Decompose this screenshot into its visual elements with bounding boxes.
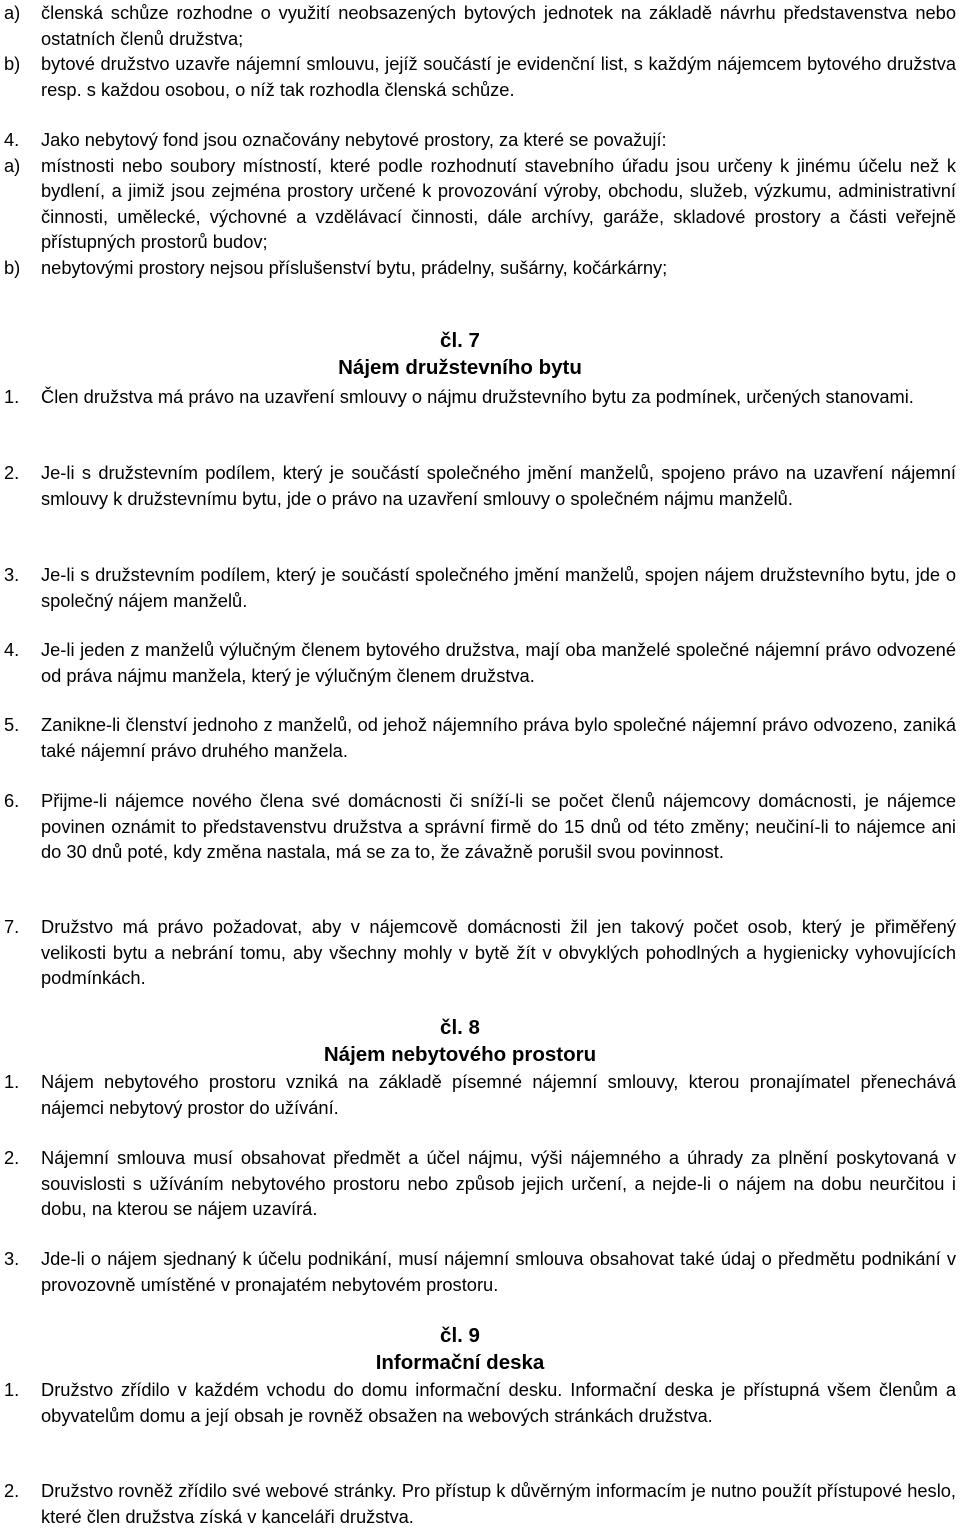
item-text: bytové družstvo uzavře nájemní smlouvu, jejíž součástí je evidenční list, s každým nájemcem bytového družstva resp. s každou osobou, o níž tak rozhodla členská schůze. bbox=[41, 53, 956, 100]
list-item bbox=[4, 1069, 956, 1120]
intro-list bbox=[4, 0, 956, 102]
article-7-item-5 bbox=[4, 712, 956, 763]
list-item bbox=[4, 1377, 956, 1428]
item-number: 2. bbox=[4, 1147, 20, 1168]
item-label: b) bbox=[4, 53, 21, 75]
list-item bbox=[4, 788, 956, 865]
item-number: 7. bbox=[4, 916, 20, 937]
item-text: členská schůze rozhodne o využití neobsazených bytových jednotek na základě návrhu představenstva nebo ostatních členů družstva; bbox=[41, 2, 956, 49]
item-number: 2. bbox=[4, 1480, 20, 1501]
paragraph-4 bbox=[4, 127, 956, 281]
list-item bbox=[4, 914, 956, 991]
item-text: Družstvo zřídilo v každém vchodu do domu informační desku. Informační deska je přístupná všem členům a obyvatelům domu a její obsah je rovněž obsažen na webových stránkách družstva. bbox=[41, 1379, 956, 1426]
list-item bbox=[4, 127, 956, 153]
article-7-item-4 bbox=[4, 637, 956, 688]
item-number: 2. bbox=[4, 462, 20, 483]
article-9-title: Informační deska bbox=[375, 1351, 545, 1374]
article-9-item-1 bbox=[4, 1377, 956, 1428]
item-text: místnosti nebo soubory místností, které podle rozhodnutí stavebního úřadu jsou určeny k jinému účelu než k bydlení, a jimiž jsou zejména prostory určené k provozování výroby, obchodu, služeb, výzkumu, administrativní činnosti, umělecké, výchovné a vzdělávací činnosti, dále archívy, garáže, skladové prostory a části veřejně přístupných prostorů budov; bbox=[41, 154, 956, 253]
article-9-number: čl. 9 bbox=[440, 1324, 480, 1347]
item-text: Člen družstva má právo na uzavření smlouvy o nájmu družstevního bytu za podmínek, určených stanovami. bbox=[41, 386, 914, 407]
article-7-title: Nájem družstevního bytu bbox=[338, 356, 582, 379]
list-item bbox=[4, 384, 956, 410]
article-9-item-2 bbox=[4, 1478, 956, 1529]
article-7-item-6 bbox=[4, 788, 956, 865]
item-number: 1. bbox=[4, 1379, 20, 1400]
list-item bbox=[4, 1478, 956, 1529]
item-number: 1. bbox=[4, 386, 20, 407]
item-text: Jako nebytový fond jsou označovány nebytové prostory, za které se považují: bbox=[41, 129, 667, 150]
article-8-item-1 bbox=[4, 1069, 956, 1120]
item-number: 5. bbox=[4, 714, 20, 735]
item-text: Je-li s družstevním podílem, který je součástí společného jmění manželů, spojeno právo na uzavření nájemní smlouvy k družstevnímu bytu, jde o právo na uzavření smlouvy o společném nájmu manželů. bbox=[41, 462, 956, 509]
item-number: 6. bbox=[4, 790, 20, 811]
list-item bbox=[4, 637, 956, 688]
item-number: 3. bbox=[4, 564, 20, 585]
item-text: Jde-li o nájem sjednaný k účelu podnikání, musí nájemní smlouva obsahovat také údaj o předmětu podnikání v provozovně umístěné v pronajatém nebytovém prostoru. bbox=[41, 1248, 956, 1295]
item-label: a) bbox=[4, 2, 21, 23]
item-number: 3. bbox=[4, 1248, 20, 1269]
item-text: Družstvo rovněž zřídilo své webové stránky. Pro přístup k důvěrným informacím je nutno použít přístupové heslo, které člen družstva získá v kanceláři družstva. bbox=[41, 1480, 956, 1527]
item-number: 1. bbox=[4, 1071, 20, 1092]
item-number: 4. bbox=[4, 639, 20, 660]
list-item bbox=[4, 0, 956, 51]
article-8-item-2 bbox=[4, 1145, 956, 1222]
article-7-number: čl. 7 bbox=[440, 329, 480, 352]
list-item bbox=[4, 51, 956, 102]
list-item bbox=[4, 460, 956, 511]
list-item bbox=[4, 562, 956, 613]
article-7-item-7 bbox=[4, 914, 956, 991]
article-8-item-3 bbox=[4, 1246, 956, 1297]
item-text: nebytovými prostory nejsou příslušenství bytu, prádelny, sušárny, kočárkárny; bbox=[41, 256, 668, 278]
item-text: Je-li jeden z manželů výlučným členem bytového družstva, mají oba manželé společné nájemní právo odvozené od práva nájmu manžela, který je výlučným členem družstva. bbox=[41, 639, 956, 686]
item-text: Družstvo má právo požadovat, aby v nájemcově domácnosti žil jen takový počet osob, který je přiměřený velikosti bytu a nebrání tomu, aby všechny mohly v bytě žít v obvyklých pohodlných a hygienicky vyhovujících podmínkách. bbox=[41, 916, 956, 989]
article-8-number: čl. 8 bbox=[440, 1016, 480, 1039]
item-label: b) bbox=[4, 256, 21, 278]
item-label: a) bbox=[4, 154, 21, 176]
article-7-item-2 bbox=[4, 460, 956, 511]
list-item bbox=[4, 1246, 956, 1297]
article-7-item-1 bbox=[4, 384, 956, 410]
item-text: Přijme-li nájemce nového člena své domácnosti či sníží-li se počet členů nájemcovy domácnosti, je nájemce povinen oznámit to představenstvu družstva a správní firmě do 15 dnů od této změny; neučiní-li to nájemce ani do 30 dnů poté, kdy změna nastala, má se za to, že závažně porušil svou povinnost. bbox=[41, 790, 956, 863]
list-item bbox=[4, 153, 956, 255]
item-text: Zanikne-li členství jednoho z manželů, od jehož nájemního práva bylo společné nájemní právo odvozeno, zaniká také nájemní právo druhého manžela. bbox=[41, 714, 956, 761]
article-8-title: Nájem nebytového prostoru bbox=[323, 1043, 597, 1066]
item-text: Nájemní smlouva musí obsahovat předmět a účel nájmu, výši nájemného a úhrady za plnění poskytovaná v souvislosti s užíváním nebytového prostoru nebo způsob jejich určení, a nejde-li o nájem na dobu neurčitou i dobu, na kterou se nájem uzavírá. bbox=[41, 1147, 956, 1220]
list-item bbox=[4, 255, 956, 281]
article-7-item-3 bbox=[4, 562, 956, 613]
item-text: Je-li s družstevním podílem, který je součástí společného jmění manželů, spojen nájem družstevního bytu, jde o společný nájem manželů. bbox=[41, 564, 956, 611]
list-item bbox=[4, 1145, 956, 1222]
item-number: 4. bbox=[4, 129, 20, 150]
item-text: Nájem nebytového prostoru vzniká na základě písemné nájemní smlouvy, kterou pronajímatel přenechává nájemci nebytový prostor do užívání. bbox=[41, 1071, 956, 1118]
list-item bbox=[4, 712, 956, 763]
